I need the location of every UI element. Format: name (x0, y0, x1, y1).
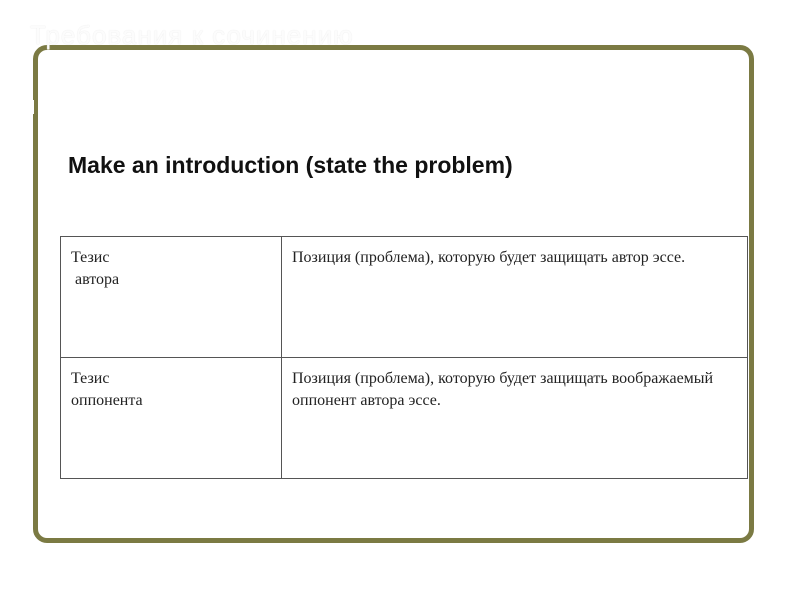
table-row (61, 358, 748, 479)
thesis-label-line: автора (75, 271, 120, 288)
ghost-bar (28, 100, 34, 114)
thesis-description-cell (282, 237, 748, 358)
thesis-label-line: Тезис (71, 370, 110, 387)
table-row (61, 237, 748, 358)
slide-heading: Make an introduction (state the problem) (68, 152, 513, 178)
thesis-label-line: Тезис (71, 249, 110, 266)
thesis-description-cell (282, 358, 748, 479)
thesis-label-cell (61, 358, 282, 479)
ghost-title: Требования к сочинению (30, 20, 354, 50)
thesis-label-line: оппонента (71, 392, 143, 409)
thesis-table (60, 236, 748, 479)
thesis-label-cell (61, 237, 282, 358)
thesis-description: Позиция (проблема), которую будет защищать воображаемый оппонент автора эссе. (292, 370, 714, 409)
thesis-description: Позиция (проблема), которую будет защищать автор эссе. (292, 249, 686, 266)
